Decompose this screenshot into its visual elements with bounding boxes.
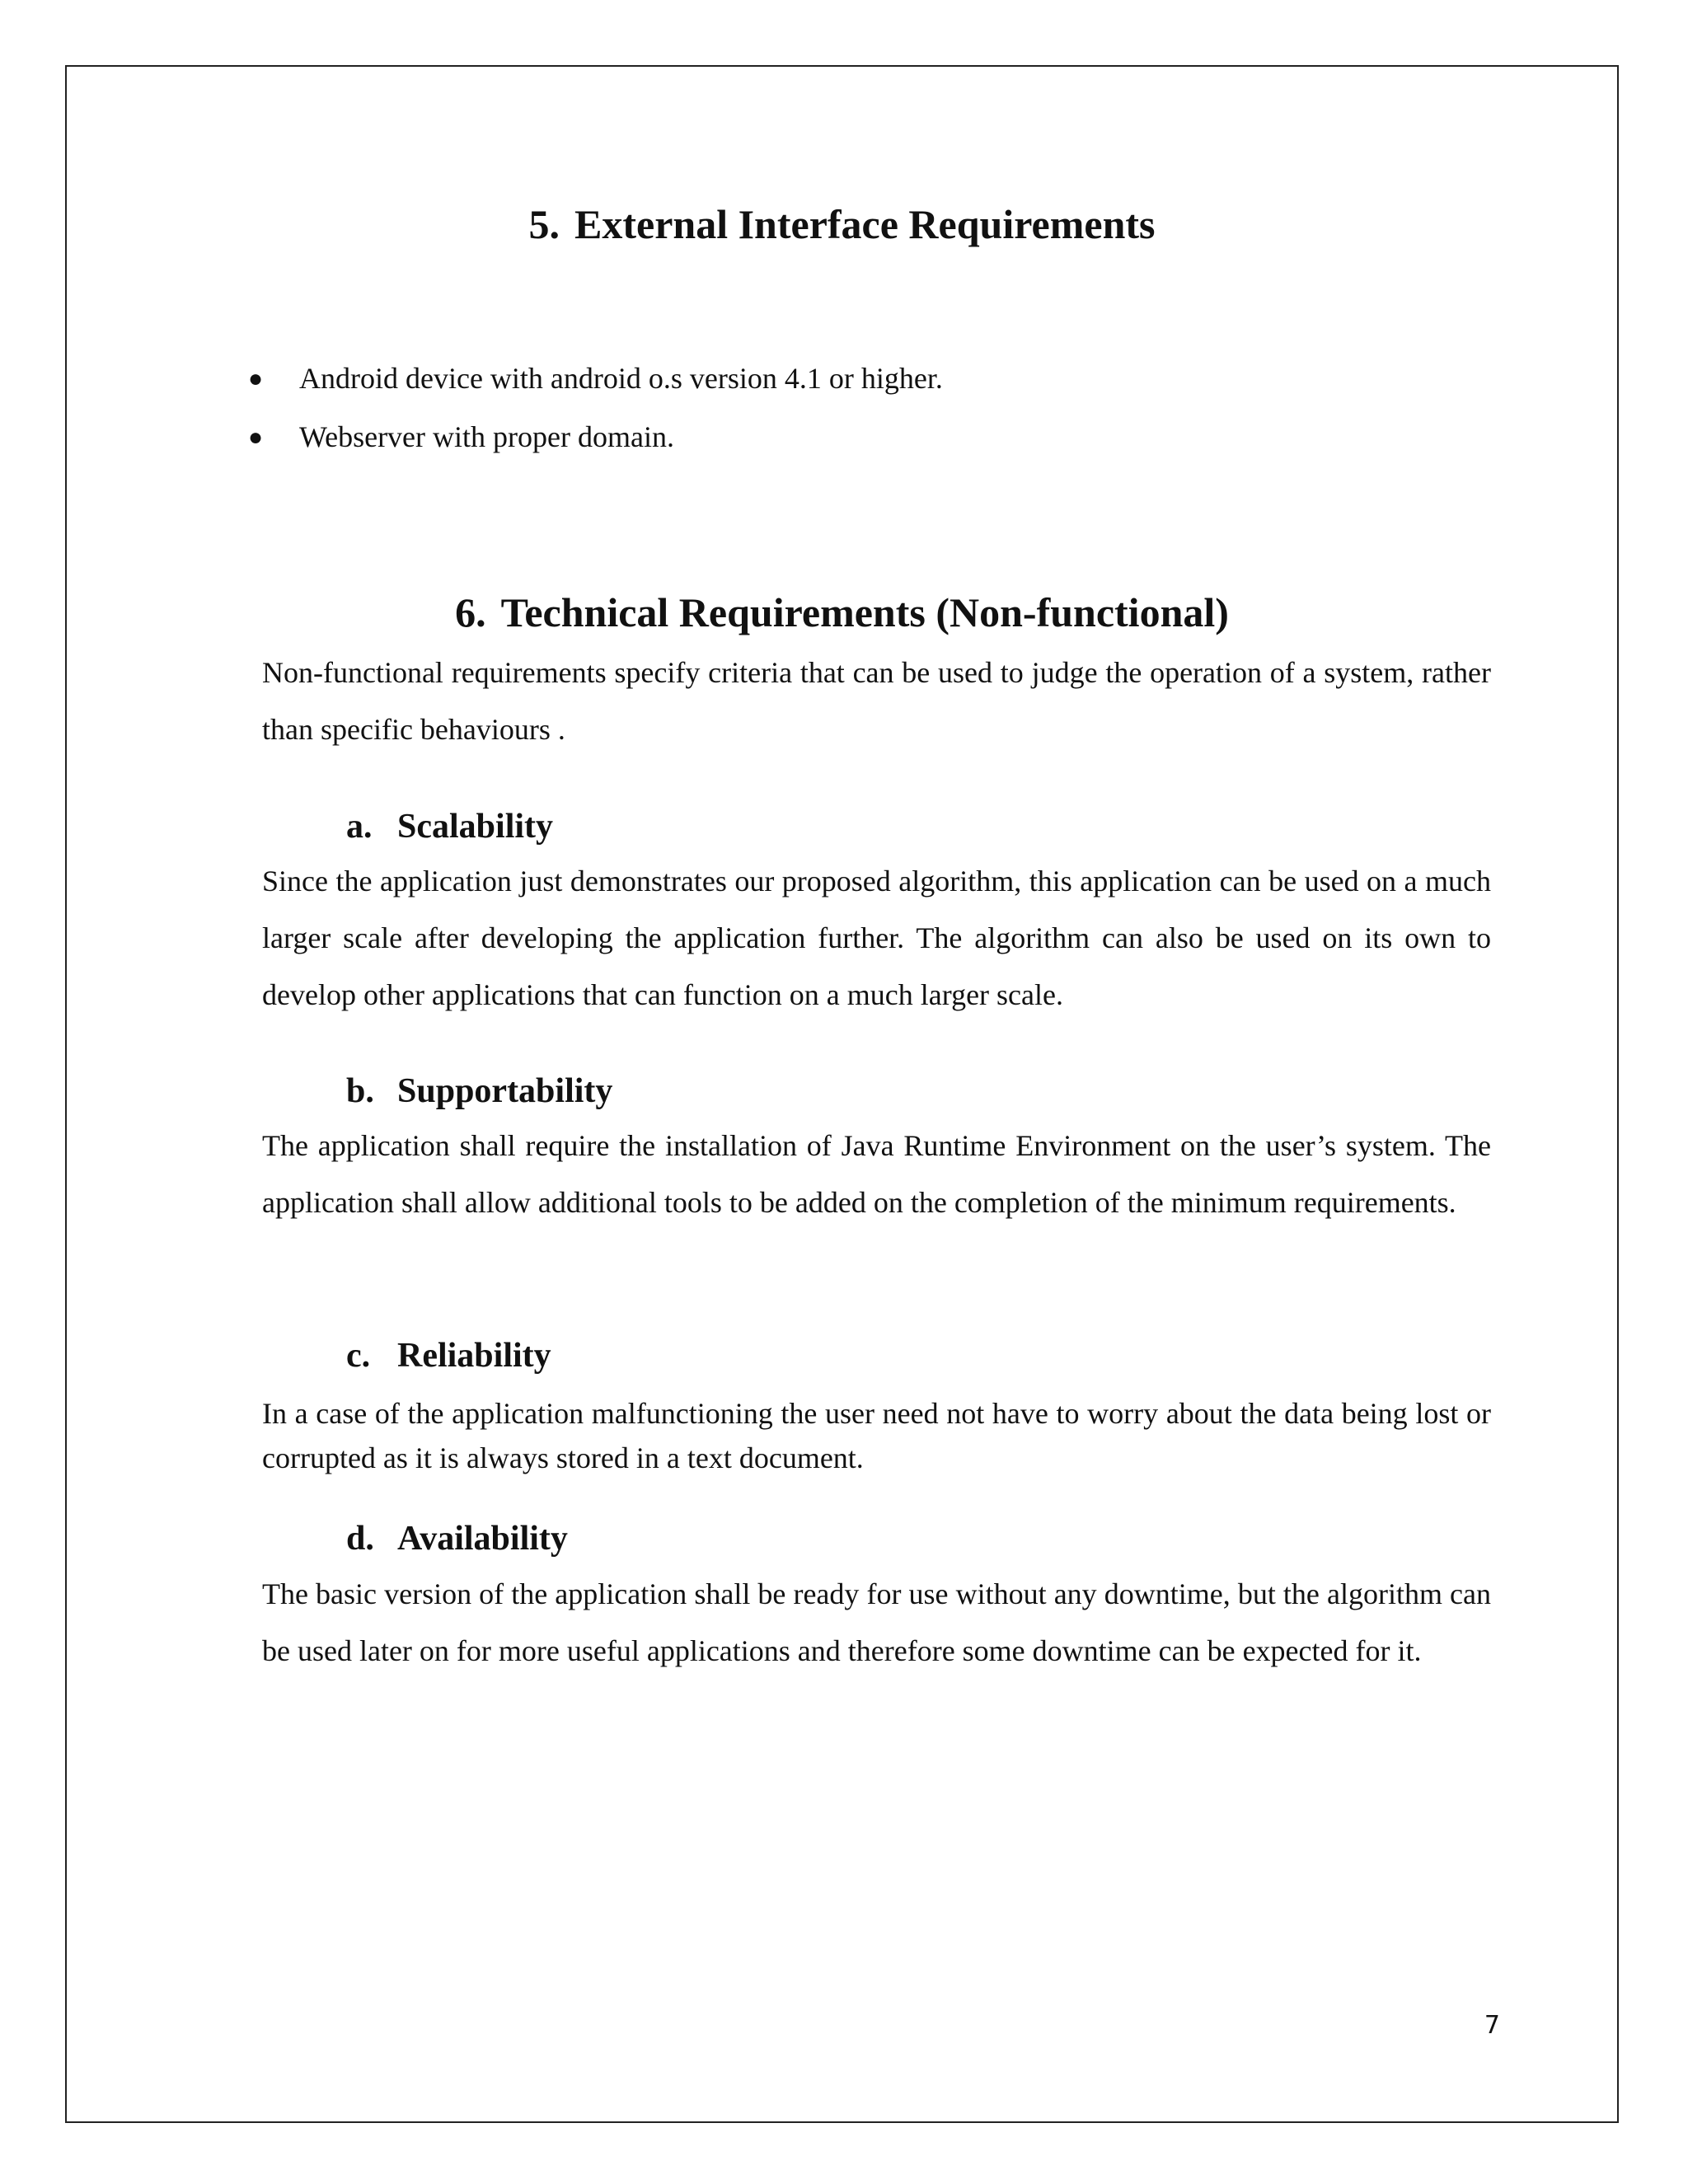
section-5-heading	[65, 199, 1619, 249]
section-5-title: External Interface Requirements	[574, 201, 1156, 247]
bullet-icon: ●	[248, 365, 264, 392]
subsection-title: Scalability	[397, 808, 554, 846]
subsection-body-scalability: Since the application just demonstrates our proposed algorithm, this application can be used on a much larger scale after developing the application further. The algorithm can also be used on its own to develop other applications that can function on a much larger scale.	[262, 865, 1491, 1011]
subsection-body-availability: The basic version of the application shall be ready for use without any downtime, but the algorithm can be used later on for more useful applications and therefore some downtime can be expected for it.	[262, 1577, 1491, 1667]
list-item	[243, 408, 943, 466]
subsection-heading-supportability	[346, 1070, 612, 1113]
subsection-letter: d.	[346, 1520, 374, 1558]
section-6-heading	[65, 588, 1619, 637]
subsection-heading-availability	[346, 1517, 568, 1560]
subsection-title: Supportability	[397, 1072, 613, 1110]
subsection-letter: a.	[346, 808, 373, 846]
subsection-heading-reliability	[346, 1334, 551, 1377]
subsection-heading-scalability	[346, 805, 553, 848]
section-5-number: 5.	[528, 201, 560, 247]
section-6-title: Technical Requirements (Non-functional)	[500, 589, 1229, 635]
list-item	[243, 349, 943, 408]
subsection-body-reliability: In a case of the application malfunctioning the user need not have to worry about the data being lost or corrupted as it is always stored in a text document.	[262, 1397, 1491, 1474]
section-6-number: 6.	[455, 589, 486, 635]
subsection-title: Availability	[397, 1520, 568, 1558]
list-item-text: Android device with android o.s version 4.1 or higher.	[299, 362, 943, 395]
subsection-title: Reliability	[397, 1337, 551, 1375]
requirements-list	[243, 349, 943, 466]
subsection-body-supportability: The application shall require the installation of Java Runtime Environment on the user’s system. The application shall allow additional tools to be added on the completion of the minimum requirements.	[262, 1129, 1491, 1219]
subsection-letter: b.	[346, 1072, 374, 1110]
page-number: 7	[1484, 2011, 1500, 2040]
bullet-icon: ●	[248, 424, 264, 451]
section-6-intro: Non-functional requirements specify criteria that can be used to judge the operation of a system, rather than specific behaviours .	[262, 656, 1491, 746]
subsection-letter: c.	[346, 1337, 371, 1375]
list-item-text: Webserver with proper domain.	[299, 420, 674, 453]
